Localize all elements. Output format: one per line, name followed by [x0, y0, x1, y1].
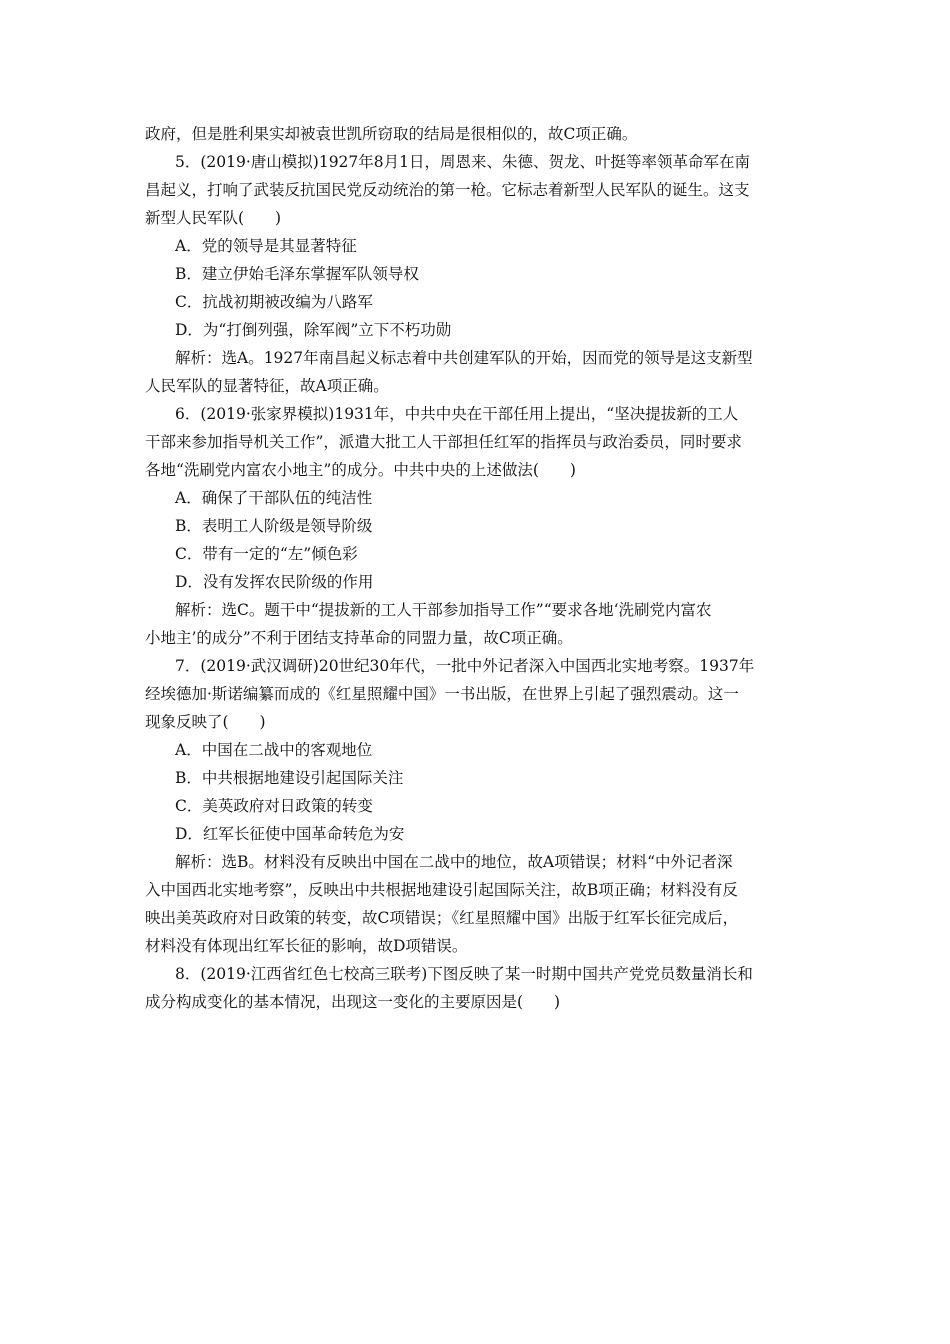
text-line: B．中共根据地建设引起国际关注 [175, 769, 404, 787]
text-line: 政府，但是胜利果实却被袁世凯所窃取的结局是很相似的，故C项正确。 [145, 125, 638, 143]
text-line: 干部来参加指导机关工作”，派遣大批工人干部担任红军的指挥员与政治委员，同时要求 [145, 433, 742, 451]
text-line: 5．(2019·唐山模拟)1927年8月1日，周恩来、朱德、贺龙、叶挺等率领革命军在南 [175, 153, 751, 171]
text-line: A．党的领导是其显著特征 [175, 237, 357, 255]
text-line: D．红军长征使中国革命转危为安 [175, 825, 405, 843]
text-line: 现象反映了( ) [145, 713, 266, 731]
text-line: 7．(2019·武汉调研)20世纪30年代，一批中外记者深入中国西北实地考察。1937年 [175, 657, 755, 675]
document-body [145, 120, 810, 1016]
text-line: C．带有一定的“左”倾色彩 [175, 545, 358, 563]
text-line: 新型人民军队( ) [145, 209, 282, 227]
text-line: A．中国在二战中的客观地位 [175, 741, 373, 759]
text-line: 解析：选B。材料没有反映出中国在二战中的地位，故A项错误；材料“中外记者深 [175, 853, 733, 871]
text-line: B．建立伊始毛泽东掌握军队领导权 [175, 265, 419, 283]
text-line: 解析：选C。题干中“提拔新的工人干部参加指导工作”“要求各地‘洗刷党内富农 [175, 601, 712, 619]
text-line: 解析：选A。1927年南昌起义标志着中共创建军队的开始，因而党的领导是这支新型 [175, 349, 753, 367]
text-line: 8．(2019·江西省红色七校高三联考)下图反映了某一时期中国共产党党员数量消长和 [175, 965, 753, 983]
text-line: 人民军队的显著特征，故A项正确。 [145, 377, 389, 395]
text-line: 昌起义，打响了武装反抗国民党反动统治的第一枪。它标志着新型人民军队的诞生。这支 [145, 181, 750, 199]
text-line: A．确保了干部队伍的纯洁性 [175, 489, 373, 507]
text-line: D．没有发挥农民阶级的作用 [175, 573, 374, 591]
text-line: C．抗战初期被改编为八路军 [175, 293, 373, 311]
text-line: B．表明工人阶级是领导阶级 [175, 517, 373, 535]
text-line: D．为“打倒列强，除军阀”立下不朽功勋 [175, 321, 452, 339]
text-line: 经埃德加·斯诺编纂而成的《红星照耀中国》一书出版，在世界上引起了强烈震动。这一 [145, 685, 739, 703]
text-line: 成分构成变化的基本情况，出现这一变化的主要原因是( ) [145, 993, 561, 1011]
text-line: 入中国西北实地考察”，反映出中共根据地建设引起国际关注，故B项正确；材料没有反 [145, 881, 738, 899]
text-line: 各地“洗刷党内富农小地主”的成分。中共中央的上述做法( ) [145, 461, 576, 479]
text-line: 材料没有体现出红军长征的影响，故D项错误。 [145, 937, 468, 955]
text-line: C．美英政府对日政策的转变 [175, 797, 373, 815]
text-line: 映出美英政府对日政策的转变，故C项错误；《红星照耀中国》出版于红军长征完成后， [145, 909, 739, 927]
text-line: 6．(2019·张家界模拟)1931年，中共中央在干部任用上提出，“坚决提拔新的工人 [175, 405, 739, 423]
text-line: 小地主’的成分”不利于团结支持革命的同盟力量，故C项正确。 [145, 629, 573, 647]
